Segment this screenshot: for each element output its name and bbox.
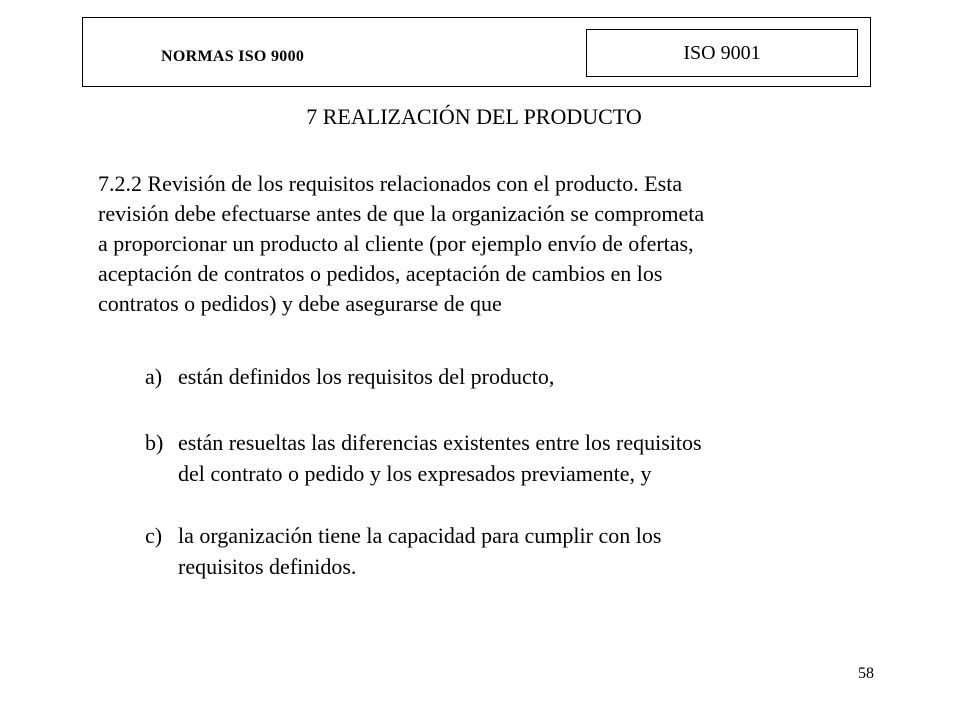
list-marker: c)	[145, 523, 163, 548]
header-box	[82, 17, 871, 87]
paragraph-line: a proporcionar un producto al cliente (por ejemplo envío de ofertas,	[98, 231, 694, 256]
list-item-b	[145, 427, 702, 489]
list-marker: b)	[145, 430, 164, 455]
paragraph-line: revisión debe efectuarse antes de que la organización se comprometa	[98, 201, 705, 226]
paragraph-line: aceptación de contratos o pedidos, aceptación de cambios en los	[98, 261, 663, 286]
list-marker: a)	[145, 364, 163, 389]
list-item-text: están definidos los requisitos del producto,	[178, 364, 555, 389]
list-item-a	[145, 361, 554, 392]
page-number: 58	[858, 665, 874, 682]
list-item-text: están resueltas las diferencias existentes entre los requisitos	[178, 430, 702, 455]
list-item-text-continued: requisitos definidos.	[178, 554, 357, 579]
header-norm-label: ISO 9001	[586, 29, 858, 77]
requirements-paragraph	[98, 169, 858, 319]
list-item-c	[145, 520, 661, 582]
list-item-text-continued: del contrato o pedido y los expresados previamente, y	[178, 461, 652, 486]
paragraph-line: contratos o pedidos) y debe asegurarse de que	[98, 291, 502, 316]
section-title: 7 REALIZACIÓN DEL PRODUCTO	[306, 104, 642, 129]
header-standard-label: NORMAS ISO 9000	[161, 48, 305, 65]
paragraph-line: 7.2.2 Revisión de los requisitos relacionados con el producto. Esta	[98, 171, 683, 196]
list-item-text: la organización tiene la capacidad para cumplir con los	[178, 523, 662, 548]
